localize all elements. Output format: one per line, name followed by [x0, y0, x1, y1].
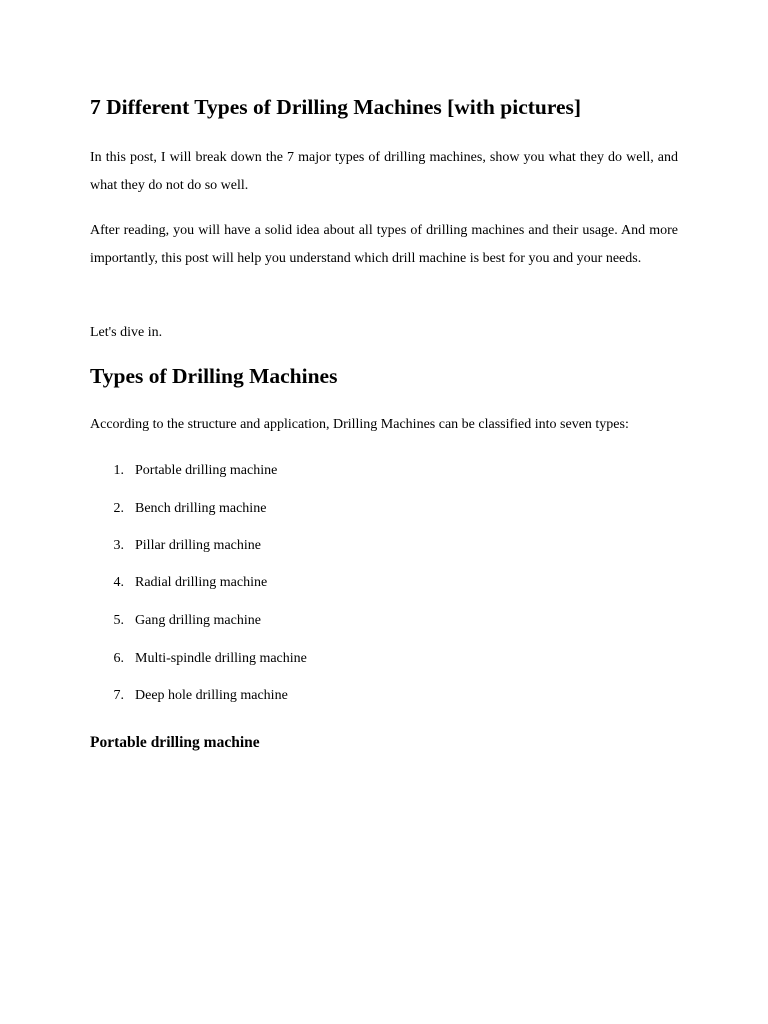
- intro-paragraph: In this post, I will break down the 7 major types of drilling machines, show you what they do well, and what they do not do so well.: [90, 150, 678, 193]
- list-number: 4.: [113, 575, 124, 590]
- list-item: [0, 569, 768, 597]
- list-item: [0, 495, 768, 523]
- list-label: Portable drilling machine: [135, 463, 278, 478]
- section-heading: Types of Drilling Machines: [90, 364, 338, 388]
- list-label: Bench drilling machine: [135, 501, 267, 516]
- list-number: 1.: [113, 463, 124, 478]
- list-number: 5.: [113, 613, 124, 628]
- list-label: Radial drilling machine: [135, 575, 268, 590]
- list-number: 2.: [113, 501, 124, 516]
- body-paragraph: After reading, you will have a solid idea about all types of drilling machines and their usage. And more importantly, this post will help you understand which drill machine is best for you and your needs.: [90, 223, 678, 266]
- list-label: Pillar drilling machine: [135, 538, 261, 553]
- list-number: 7.: [113, 688, 124, 703]
- list-label: Multi-spindle drilling machine: [135, 651, 307, 666]
- list-item: [0, 532, 768, 560]
- list-item: [0, 645, 768, 673]
- section-intro: According to the structure and application, Drilling Machines can be classified into seven types:: [90, 417, 629, 432]
- list-item: [0, 607, 768, 635]
- list-item: [0, 457, 768, 485]
- list-number: 3.: [113, 538, 124, 553]
- list-label: Gang drilling machine: [135, 613, 261, 628]
- list-label: Deep hole drilling machine: [135, 688, 288, 703]
- page-title: 7 Different Types of Drilling Machines [with pictures]: [90, 95, 582, 119]
- list-item: [0, 682, 768, 710]
- dive-in-paragraph: Let's dive in.: [90, 325, 163, 340]
- subheading: Portable drilling machine: [90, 734, 260, 751]
- list-number: 6.: [113, 651, 124, 666]
